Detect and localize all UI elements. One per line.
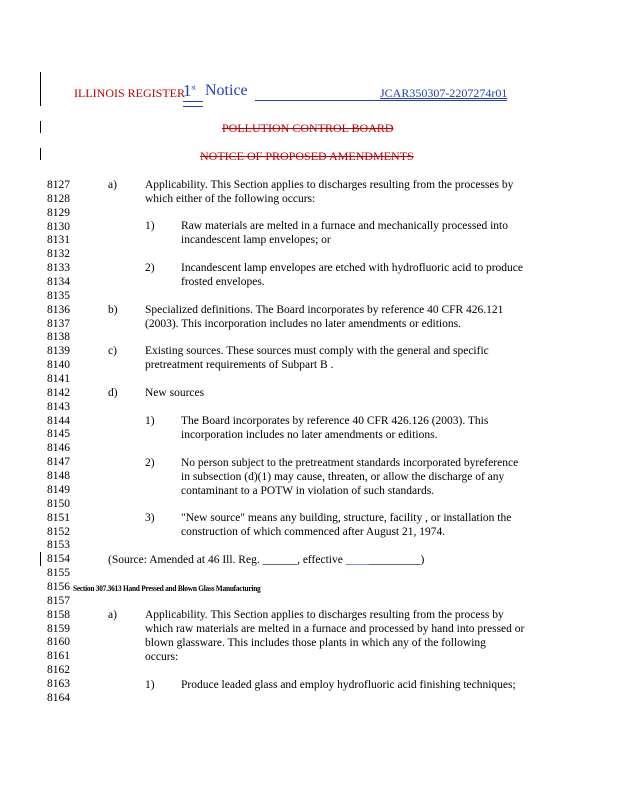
change-bar	[40, 148, 41, 160]
section-a-text-4: occurs:	[145, 651, 179, 663]
section-a1-text: Produce leaded glass and employ hydrofluoric acid finishing techniques;	[181, 679, 516, 691]
line-number: 8145	[47, 428, 70, 441]
line-number: 8155	[47, 567, 70, 580]
line-number: 8161	[47, 650, 70, 663]
item-d1-text-1: The Board incorporates by reference 40 CFR 426.126 (2003). This	[181, 415, 489, 427]
line-number: 8130	[47, 220, 70, 233]
item-b-text-1: Specialized definitions. The Board incorporates by reference 40 CFR 426.121	[145, 304, 504, 316]
section-a-text-2: which raw materials are melted in a furnace and processed by hand into pressed or	[145, 623, 525, 635]
item-d1-text-2: incorporation includes no later amendments or editions.	[181, 429, 438, 441]
line-number: 8137	[47, 317, 70, 330]
change-bar	[40, 72, 41, 106]
item-c-label: c)	[108, 345, 117, 357]
item-d2-text-2: in subsection (d)(1) may cause, threaten, or allow the discharge of any	[181, 471, 505, 483]
item-c-text-1: Existing sources. These sources must comply with the general and specific	[145, 345, 489, 357]
item-a-text-1: Applicability. This Section applies to discharges resulting from the processes by	[145, 179, 514, 191]
line-number: 8134	[47, 276, 70, 289]
line-number: 8138	[47, 331, 70, 344]
item-a2-label: 2)	[145, 262, 155, 274]
line-number: 8132	[47, 248, 70, 261]
register-edition	[183, 81, 196, 101]
effective-date-blank: ____	[345, 554, 369, 566]
item-a1-label: 1)	[145, 220, 155, 232]
section-a-text-3: blown glassware. This includes those plants in which any of the following	[145, 637, 486, 649]
line-number: 8135	[47, 289, 70, 302]
item-d-label: d)	[108, 387, 118, 399]
item-a2-text-2: frosted envelopes.	[181, 276, 265, 288]
line-number: 8163	[47, 677, 70, 690]
item-d1-label: 1)	[145, 415, 155, 427]
line-number: 8147	[47, 456, 70, 469]
change-bar	[40, 121, 41, 133]
change-bar	[40, 552, 41, 566]
line-number: 8139	[47, 345, 70, 358]
item-d3-text-2: construction of which commenced after August 21, 1974.	[181, 526, 446, 538]
line-number: 8151	[47, 511, 70, 524]
item-d3-label: 3)	[145, 512, 155, 524]
line-number: 8160	[47, 636, 70, 649]
line-number: 8150	[47, 497, 70, 510]
line-number: 8164	[47, 691, 70, 704]
line-number: 8143	[47, 400, 70, 413]
line-number: 8127	[47, 179, 70, 191]
item-a1-text-1: Raw materials are melted in a furnace and mechanically processed into	[181, 220, 508, 232]
source-note	[108, 553, 424, 567]
board-title: POLLUTION CONTROL BOARD	[222, 121, 394, 135]
section-a-text-1: Applicability. This Section applies to discharges resulting from the process by	[145, 609, 504, 621]
line-number: 8146	[47, 442, 70, 455]
section-heading: Section 307.3613 Hand Pressed and Blown Glass Manufacturing	[73, 583, 261, 593]
line-number: 8149	[47, 483, 70, 496]
item-a-label: a)	[108, 179, 117, 191]
line-number: 8142	[47, 386, 70, 399]
source-note-prefix: (Source: Amended at 46 Ill. Reg. ______, effective	[108, 554, 346, 566]
line-number: 8153	[47, 539, 70, 552]
item-a1-text-2: incandescent lamp envelopes; or	[181, 234, 331, 246]
item-b-label: b)	[108, 304, 118, 316]
line-number: 8158	[47, 608, 70, 621]
line-number: 8152	[47, 525, 70, 538]
item-d3-text-1: "New source" means any building, structure, facility , or installation the	[181, 512, 512, 524]
section-a1-label: 1)	[145, 679, 155, 691]
item-a-text-2: which either of the following occurs:	[145, 193, 316, 205]
line-number: 8148	[47, 470, 70, 483]
item-d-text: New sources	[145, 387, 205, 399]
line-number: 8131	[47, 234, 70, 247]
jcar-code: JCAR350307-2207274r01	[380, 86, 508, 100]
source-note-end: _________)	[368, 554, 425, 566]
line-number: 8144	[47, 414, 70, 427]
line-number: 8157	[47, 594, 70, 607]
line-number: 8140	[47, 359, 70, 372]
line-number: 8159	[47, 622, 70, 635]
section-a-label: a)	[108, 609, 117, 621]
item-a2-text-1: Incandescent lamp envelopes are etched with hydrofluoric acid to produce	[181, 262, 523, 274]
item-c-text-2: pretreatment requirements of Subpart B .	[145, 359, 334, 371]
notice-label: Notice	[205, 82, 248, 99]
edition-superscript: st	[191, 83, 196, 92]
line-number: 8141	[47, 373, 70, 386]
line-number: 8128	[47, 192, 70, 205]
line-number: 8136	[47, 303, 70, 316]
notice-title: NOTICE OF PROPOSED AMENDMENTS	[200, 149, 414, 163]
edition-number: 1	[183, 81, 192, 100]
register-title: ILLINOIS REGISTER	[74, 86, 185, 100]
item-d2-text-3: contaminant to a POTW in violation of such standards.	[181, 485, 435, 497]
item-b-text-2: (2003). This incorporation includes no later amendments or editions.	[145, 318, 461, 330]
line-number: 8162	[47, 664, 70, 677]
line-number: 8156	[47, 580, 70, 593]
edition-double-underline	[183, 101, 203, 107]
item-d2-text-1: No person subject to the pretreatment standards incorporated byreference	[181, 457, 519, 469]
line-number: 8133	[47, 262, 70, 275]
item-d2-label: 2)	[145, 457, 155, 469]
line-number: 8154	[47, 553, 70, 566]
line-number: 8129	[47, 206, 70, 219]
